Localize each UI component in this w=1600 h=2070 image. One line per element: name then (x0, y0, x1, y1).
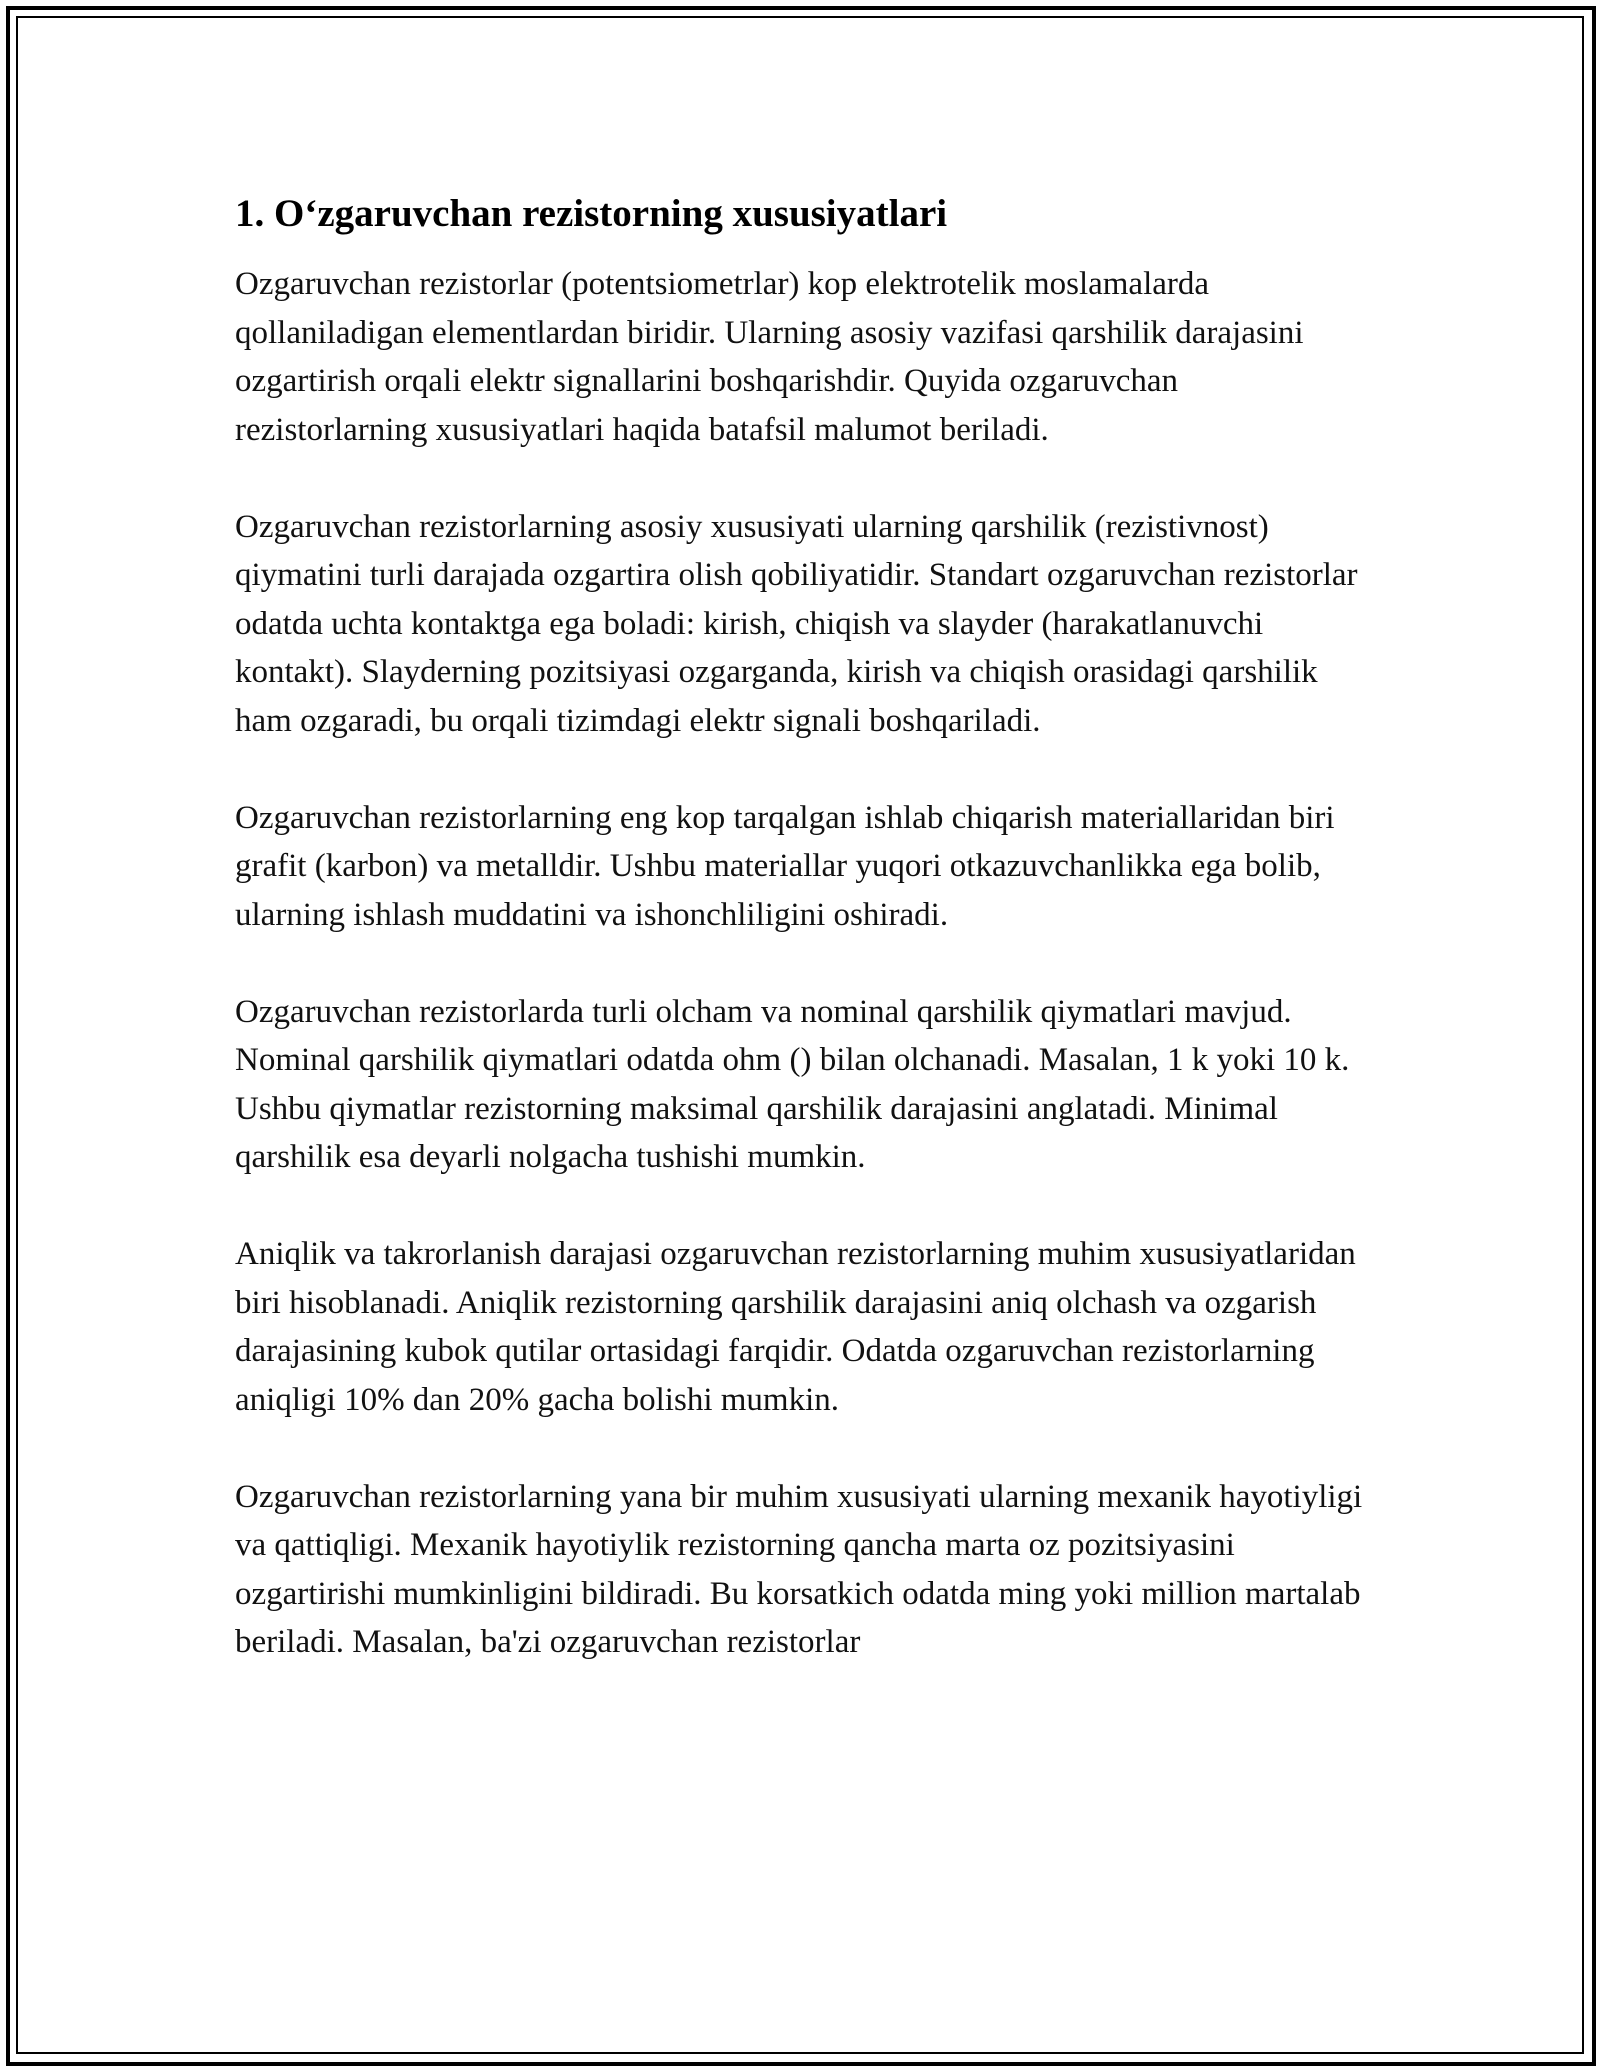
paragraph-materials: Ozgaruvchan rezistorlarning eng kop tarqalgan ishlab chiqarish materiallaridan biri grafit (karbon) va metalldir. Ushbu materiallar yuqori otkazuvchanlikka ega bolib, ularning ishlash muddatini va ishonchliligini oshiradi. (235, 799, 1335, 933)
paragraph-intro: Ozgaruvchan rezistorlar (potentsiometrlar) kop elektrotelik moslamalarda qollaniladigan elementlardan biridir. Ularning asosiy vazifasi qarshilik darajasini ozgartirish orqali elektr signallarini boshqarishdir. Quyida ozgaruvchan rezistorlarning xususiyatlari haqida batafsil malumot beriladi. (235, 266, 1304, 448)
section-heading: 1. Oʻzgaruvchan rezistorning xususiyatlari (235, 192, 948, 235)
document-body (235, 190, 1375, 1715)
paragraph-accuracy: Aniqlik va takrorlanish darajasi ozgaruvchan rezistorlarning muhim xususiyatlaridan biri hisoblanadi. Aniqlik rezistorning qarshilik darajasini aniq olchash va ozgarish darajasining kubok qutilar ortasidagi farqidir. Odatda ozgaruvchan rezistorlarning aniqligi 10% dan 20% gacha bolishi mumkin. (235, 1236, 1356, 1418)
paragraph-mechanical-life: Ozgaruvchan rezistorlarning yana bir muhim xususiyati ularning mexanik hayotiyligi va qattiqligi. Mexanik hayotiylik rezistorning qancha marta oz pozitsiyasini ozgartirishi mumkinligini bildiradi. Bu korsatkich odatda ming yoki million martalab beriladi. Masalan, ba'zi ozgaruvchan rezistorlar (235, 1478, 1363, 1660)
paragraph-main-property: Ozgaruvchan rezistorlarning asosiy xususiyati ularning qarshilik (rezistivnost) qiymatini turli darajada ozgartira olish qobiliyatidir. Standart ozgaruvchan rezistorlar odatda uchta kontaktga ega boladi: kirish, chiqish va slayder (harakatlanuvchi kontakt). Slayderning pozitsiyasi ozgarganda, kirish va chiqish orasidagi qarshilik ham ozgaradi, bu orqali tizimdagi elektr signali boshqariladi. (235, 508, 1358, 739)
paragraph-nominal-values: Ozgaruvchan rezistorlarda turli olcham va nominal qarshilik qiymatlari mavjud. Nominal qarshilik qiymatlari odatda ohm () bilan olchanadi. Masalan, 1 k yoki 10 k. Ushbu qiymatlar rezistorning maksimal qarshilik darajasini anglatadi. Minimal qarshilik esa deyarli nolgacha tushishi mumkin. (235, 993, 1350, 1175)
